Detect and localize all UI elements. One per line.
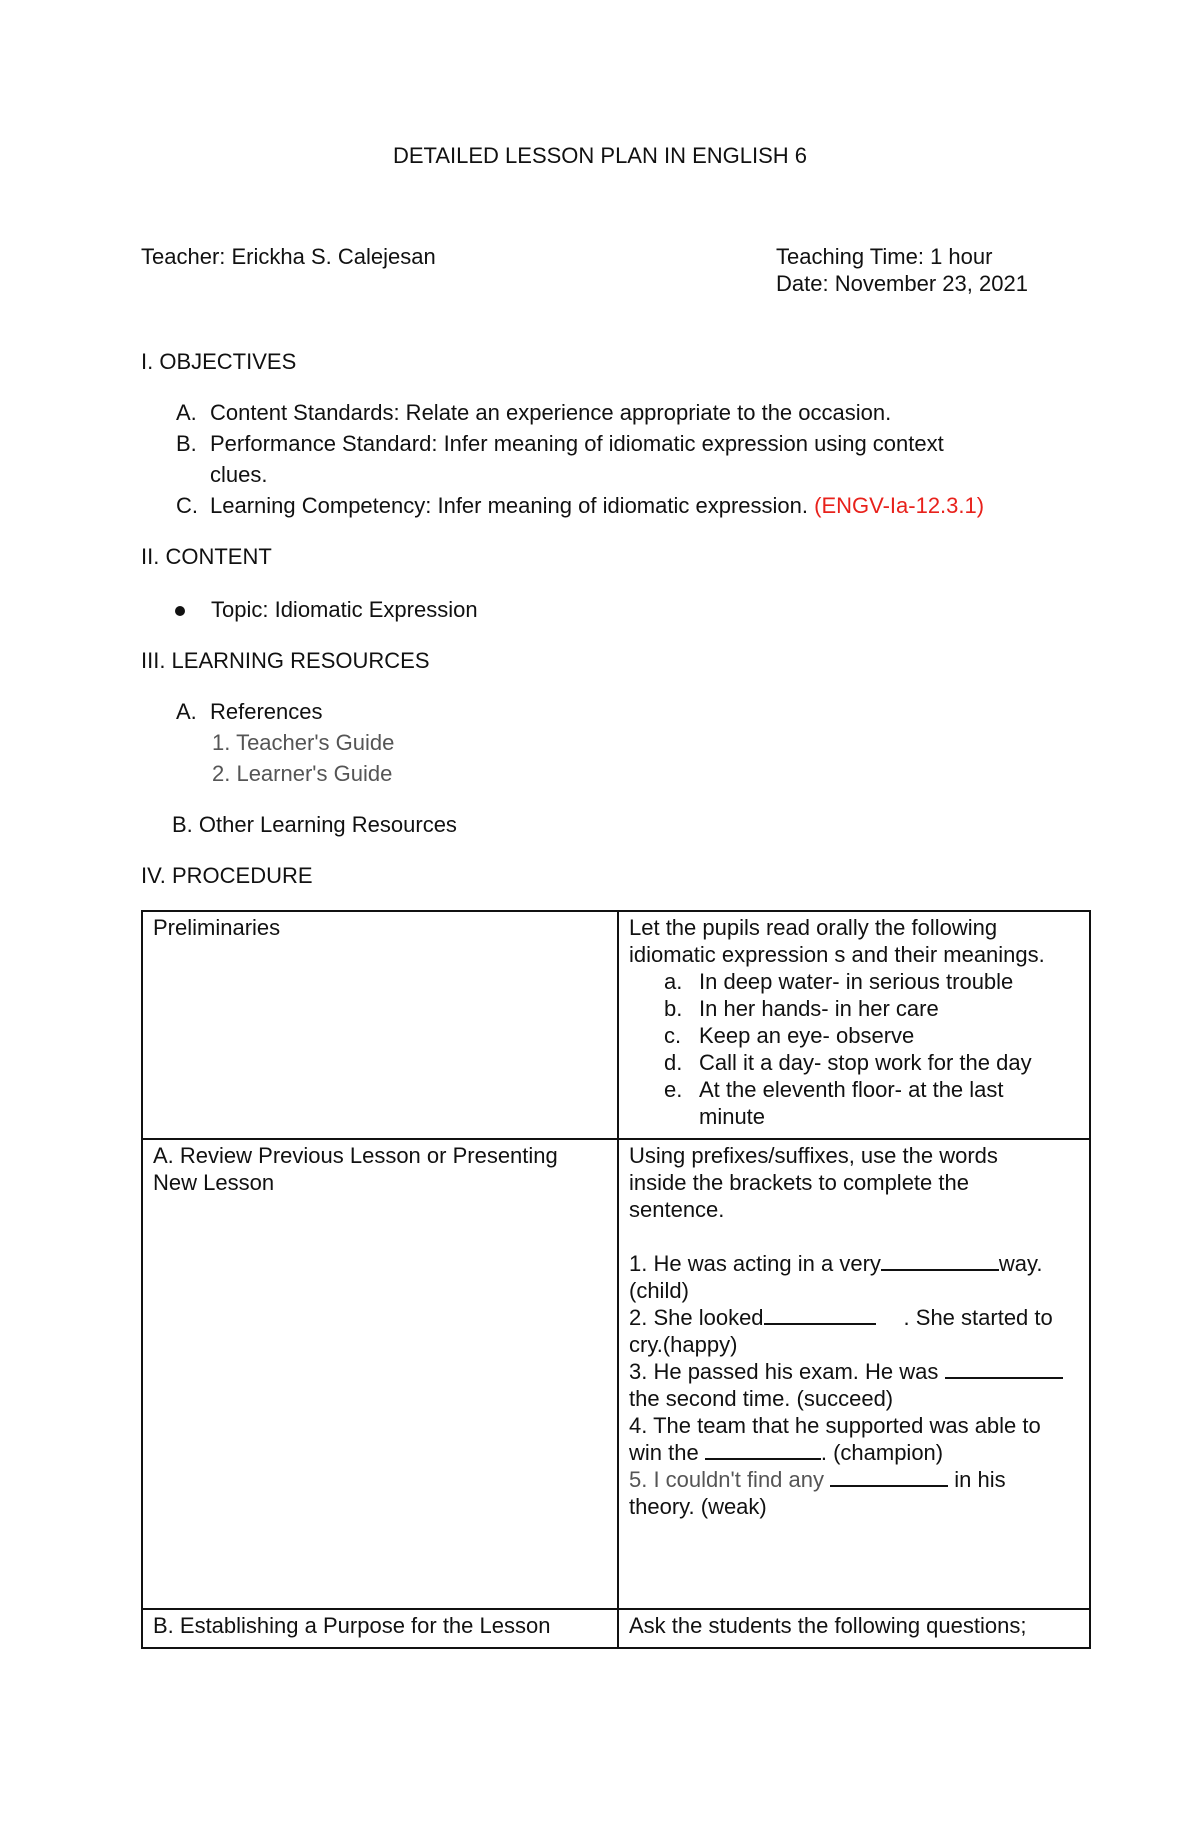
purpose-content: Ask the students the following questions; (618, 1609, 1090, 1648)
lesson-date: Date: November 23, 2021 (776, 271, 1028, 296)
topic-text: Topic: Idiomatic Expression (211, 597, 478, 622)
preliminaries-label: Preliminaries (142, 911, 618, 1139)
teacher-name: Teacher: Erickha S. Calejesan (141, 244, 436, 269)
list-item: e. At the eleventh floor- at the last minute (664, 1077, 1004, 1129)
content-heading: II. CONTENT (141, 544, 272, 569)
answer-blank (705, 1440, 821, 1460)
answer-blank (945, 1359, 1063, 1379)
answer-blank (881, 1251, 999, 1271)
references-label (176, 698, 323, 725)
references-text: References (210, 699, 323, 724)
purpose-label: B. Establishing a Purpose for the Lesson (142, 1609, 618, 1648)
table-row (142, 1139, 1090, 1609)
bullet-icon (175, 606, 185, 616)
list-item: c. Keep an eye- observe (664, 1023, 915, 1048)
objectives-heading: I. OBJECTIVES (141, 349, 297, 374)
table-row (142, 1609, 1090, 1648)
reference-item-2: 2. Learner's Guide (212, 761, 393, 786)
objective-b (176, 430, 944, 457)
list-item: b. In her hands- in her care (664, 996, 939, 1021)
competency-code: (ENGV-Ia-12.3.1) (814, 493, 985, 518)
objective-b-marker: B. (176, 431, 197, 456)
question-4: 4. The team that he supported was able to (629, 1413, 1041, 1438)
procedure-heading: IV. PROCEDURE (141, 863, 313, 888)
review-content: Using prefixes/suffixes, use the words inside the brackets to complete the sentence. 1. He was acting in a very way. (child) 2. She looked . She started to cry.(happy) 3. He passed his exam. He was the second time. (succeed) 4. The team that he supported was able to win the . (champion) 5. I couldn't find any in his theory. (weak) (618, 1139, 1090, 1609)
preliminaries-intro-2: idiomatic expression s and their meanings. (629, 942, 1045, 967)
content-topic (141, 596, 478, 623)
table-row (142, 911, 1090, 1139)
objective-a (176, 399, 891, 426)
references-marker: A. (176, 699, 197, 724)
objective-a-text: Content Standards: Relate an experience appropriate to the occasion. (210, 400, 892, 425)
teaching-time: Teaching Time: 1 hour (776, 244, 993, 269)
objective-c-text: Learning Competency: Infer meaning of idiomatic expression. (210, 493, 808, 518)
procedure-table (141, 910, 1091, 1649)
preliminaries-intro-1: Let the pupils read orally the following (629, 915, 998, 940)
objective-c-marker: C. (176, 493, 198, 518)
document-title: DETAILED LESSON PLAN IN ENGLISH 6 (392, 143, 808, 168)
question-2: 2. She looked . She started to (629, 1305, 1053, 1330)
objective-c (176, 492, 984, 519)
answer-blank (830, 1467, 948, 1487)
question-3: 3. He passed his exam. He was (629, 1358, 1079, 1385)
resources-heading: III. LEARNING RESOURCES (141, 648, 430, 673)
reference-item-1: 1. Teacher's Guide (212, 730, 395, 755)
objective-a-marker: A. (176, 400, 197, 425)
objective-b-text: Performance Standard: Infer meaning of idiomatic expression using context (210, 431, 944, 456)
review-label: A. Review Previous Lesson or Presenting New Lesson (142, 1139, 618, 1609)
list-item: d. Call it a day- stop work for the day (664, 1050, 1032, 1075)
other-resources: B. Other Learning Resources (172, 812, 457, 837)
preliminaries-content (618, 911, 1090, 1139)
question-1: 1. He was acting in a very way. (629, 1251, 1043, 1276)
objective-b-continuation: clues. (210, 462, 268, 487)
list-item: a. In deep water- in serious trouble (664, 969, 1014, 994)
question-5: 5. I couldn't find any in his (629, 1467, 1006, 1492)
idiom-list (629, 968, 1079, 1130)
answer-blank (764, 1305, 876, 1325)
